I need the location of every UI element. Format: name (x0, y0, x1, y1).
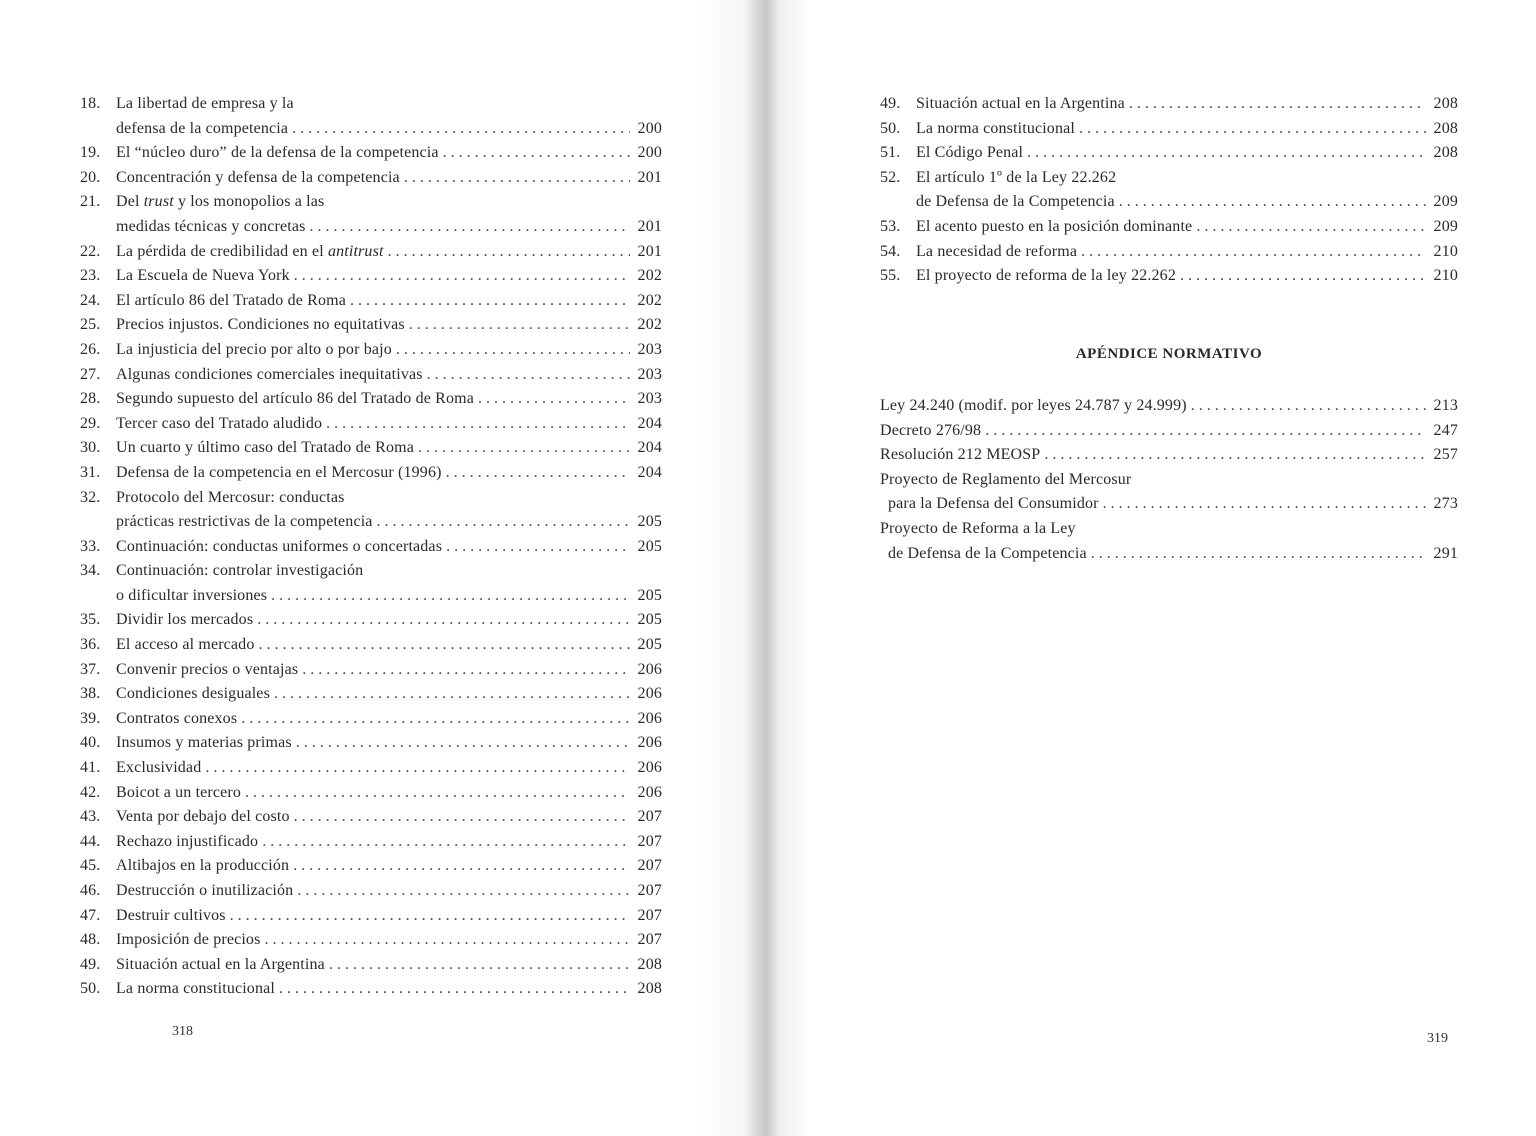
toc-entry-number: 27. (80, 365, 101, 383)
toc-entry (880, 264, 1458, 289)
toc-entry-number: 22. (80, 242, 101, 260)
toc-entry-line (80, 240, 662, 265)
toc-entry-page: 204 (637, 463, 662, 481)
toc-entry-number: 50. (80, 980, 101, 998)
dot-leader (241, 707, 630, 732)
toc-entry-line (880, 419, 1458, 444)
toc-entry-title: Defensa de la competencia en el Mercosur (1996) (116, 463, 442, 481)
toc-entry-page: 203 (637, 365, 662, 383)
toc-entry-page: 200 (637, 119, 662, 137)
toc-entry-page: 208 (1433, 119, 1458, 137)
toc-entry-title: Situación actual en la Argentina (916, 95, 1125, 112)
toc-entry-line (880, 468, 1458, 493)
toc-entry-title: Concentración y defensa de la competencia (116, 168, 400, 186)
toc-entry-title: El acceso al mercado (116, 636, 255, 654)
toc-entry (80, 977, 662, 1002)
toc-entry-title: Destrucción o inutilización (116, 882, 294, 899)
toc-entry (80, 805, 662, 830)
toc-entry-title: Altibajos en la producción (116, 857, 290, 875)
toc-entry (880, 166, 1458, 215)
toc-entry-line (880, 190, 1458, 215)
toc-entry-line (80, 190, 662, 215)
toc-entry-page: 207 (637, 857, 662, 875)
toc-entry-line (80, 510, 662, 535)
dot-leader (302, 658, 630, 683)
toc-entry-line (80, 117, 662, 142)
toc-entry-title: prácticas restrictivas de la competencia (116, 513, 373, 531)
toc-entry-title: La injusticia del precio por alto o por bajo (116, 340, 392, 358)
toc-entry-line (80, 781, 662, 806)
toc-entry-title: La pérdida de credibilidad en el antitrust (116, 242, 384, 260)
toc-entry (80, 387, 662, 412)
toc-entry-line (80, 141, 662, 166)
toc-entry-title: La libertad de empresa y la (116, 95, 294, 112)
dot-leader (446, 461, 630, 486)
toc-entry-number: 48. (80, 931, 101, 949)
toc-entry (80, 190, 662, 239)
toc-entry-title: Segundo supuesto del artículo 86 del Tratado de Roma (116, 390, 474, 408)
toc-entry-title: defensa de la competencia (116, 119, 289, 137)
toc-entry-title: Dividir los mercados (116, 611, 254, 629)
toc-entry-line (80, 289, 662, 314)
toc-entry-line (80, 436, 662, 461)
toc-entry-title: El acento puesto en la posición dominante (916, 217, 1193, 235)
toc-entry-number: 52. (880, 168, 901, 186)
toc-entry (80, 559, 662, 608)
dot-leader (1196, 215, 1426, 240)
toc-entry-title: Destruir cultivos (116, 906, 226, 924)
dot-leader (1081, 240, 1426, 265)
dot-leader (294, 805, 630, 830)
toc-entry-line (80, 805, 662, 830)
toc-entry-title: Continuación: conductas uniformes o concertadas (116, 537, 443, 555)
toc-entry-line (880, 166, 1458, 191)
toc-entry-number: 33. (80, 537, 101, 555)
toc-entry-number: 28. (80, 390, 101, 408)
toc-entry-page: 208 (637, 955, 662, 973)
toc-entry-number: 45. (80, 857, 101, 875)
toc-entry-line (880, 92, 1458, 117)
dot-leader (1180, 264, 1426, 289)
toc-entry-page: 204 (637, 439, 662, 457)
toc-entry (880, 468, 1458, 517)
toc-entry-number: 41. (80, 759, 101, 777)
toc-entry-title: Ley 24.240 (modif. por leyes 24.787 y 24.999) (880, 397, 1187, 414)
toc-entry-line (80, 756, 662, 781)
toc-entry (80, 412, 662, 437)
toc-entry-page: 209 (1433, 217, 1458, 235)
toc-entry-title: Convenir precios o ventajas (116, 660, 299, 678)
toc-entry-number: 44. (80, 832, 101, 850)
toc-entry-number: 49. (80, 955, 101, 973)
toc-entry-title: para la Defensa del Consumidor (888, 495, 1099, 513)
toc-entry-line (80, 879, 662, 904)
toc-entry-number: 42. (80, 783, 101, 801)
dot-leader (329, 953, 630, 978)
toc-entry-line (80, 682, 662, 707)
dot-leader (294, 264, 630, 289)
toc-entry (880, 141, 1458, 166)
toc-entry-line (80, 166, 662, 191)
toc-entry (80, 264, 662, 289)
toc-entry-number: 39. (80, 709, 101, 727)
dot-leader (1079, 117, 1426, 142)
toc-entry (80, 682, 662, 707)
toc-entry-page: 203 (637, 340, 662, 358)
toc-entry-line (880, 215, 1458, 240)
toc-entry-page: 208 (1433, 95, 1458, 112)
toc-entry-page: 201 (637, 168, 662, 186)
toc-entry-number: 37. (80, 660, 101, 678)
toc-entry-number: 46. (80, 882, 101, 899)
toc-entry-page: 201 (637, 217, 662, 235)
toc-entry-line (80, 584, 662, 609)
toc-entry-title: Exclusividad (116, 759, 202, 777)
dot-leader (985, 419, 1426, 444)
toc-entry-line (880, 240, 1458, 265)
toc-entry (80, 289, 662, 314)
toc-entry-page: 200 (637, 144, 662, 162)
dot-leader (262, 830, 630, 855)
toc-entry-page: 291 (1433, 544, 1458, 562)
toc-entry-title: Decreto 276/98 (880, 421, 982, 439)
toc-entry (880, 443, 1458, 468)
toc-entry-title: Resolución 212 MEOSP (880, 446, 1041, 464)
page-number-right: 319 (1427, 1031, 1448, 1046)
toc-entry-number: 26. (80, 340, 101, 358)
toc-entry (80, 756, 662, 781)
toc-entry-page: 207 (637, 931, 662, 949)
toc-entry-line (80, 731, 662, 756)
toc-entry (880, 517, 1458, 566)
toc-entry-title: Precios injustos. Condiciones no equitativas (116, 316, 405, 334)
toc-entry-page: 205 (637, 586, 662, 604)
dot-leader (388, 240, 630, 265)
dot-leader (205, 756, 630, 781)
book-gutter-shadow (700, 0, 810, 1136)
toc-entry-page: 203 (637, 390, 662, 408)
toc-entry (80, 461, 662, 486)
dot-leader (296, 731, 630, 756)
toc-entry-line (880, 141, 1458, 166)
toc-entry-title: Proyecto de Reforma a la Ley (880, 519, 1076, 537)
toc-entry (880, 394, 1458, 419)
toc-entry-title: Boicot a un tercero (116, 783, 242, 801)
toc-entry (80, 953, 662, 978)
toc-entry-page: 207 (637, 808, 662, 826)
dot-leader (404, 166, 630, 191)
toc-entry-number: 24. (80, 291, 101, 309)
toc-entry-page: 206 (637, 734, 662, 752)
dot-leader (1044, 443, 1426, 468)
toc-entry-number: 55. (880, 267, 901, 285)
toc-entry (880, 117, 1458, 142)
toc-entry-title: de Defensa de la Competencia (888, 544, 1087, 562)
toc-entry-number: 19. (80, 144, 101, 162)
dot-leader (1027, 141, 1426, 166)
toc-entry-page: 206 (637, 685, 662, 703)
toc-entry-title: El “núcleo duro” de la defensa de la competencia (116, 144, 439, 162)
toc-entry-title: Situación actual en la Argentina (116, 955, 325, 973)
toc-entry-line (880, 542, 1458, 567)
toc-entry-line (80, 953, 662, 978)
toc-entry-line (80, 412, 662, 437)
toc-entry-number: 40. (80, 734, 101, 752)
toc-entry-line (80, 264, 662, 289)
toc-entry-title: de Defensa de la Competencia (916, 193, 1115, 211)
toc-entry-number: 43. (80, 808, 101, 826)
toc-entry-line (80, 559, 662, 584)
toc-entry-line (880, 492, 1458, 517)
toc-entry-page: 247 (1433, 421, 1458, 439)
dot-leader (1119, 190, 1426, 215)
dot-leader (396, 338, 630, 363)
toc-entry (880, 419, 1458, 444)
toc-entry-line (80, 854, 662, 879)
dot-leader (478, 387, 630, 412)
toc-entry-line (80, 707, 662, 732)
toc-entry-title: o dificultar inversiones (116, 586, 268, 604)
toc-entry-title: Continuación: controlar investigación (116, 562, 364, 580)
dot-leader (1129, 92, 1426, 117)
toc-entry (80, 879, 662, 904)
dot-leader (377, 510, 630, 535)
toc-entry (80, 166, 662, 191)
toc-entry-title: Contratos conexos (116, 709, 238, 727)
toc-entry-line (880, 264, 1458, 289)
toc-entry-page: 202 (637, 316, 662, 334)
dot-leader (292, 117, 630, 142)
toc-entry-number: 47. (80, 906, 101, 924)
toc-entry (80, 608, 662, 633)
toc-entry-number: 38. (80, 685, 101, 703)
toc-entry (880, 240, 1458, 265)
toc-entry-title: Un cuarto y último caso del Tratado de Roma (116, 439, 414, 457)
dot-leader (409, 313, 630, 338)
toc-entry-number: 51. (880, 144, 901, 162)
toc-entry (80, 658, 662, 683)
toc-entry-number: 25. (80, 316, 101, 334)
toc-entry (80, 928, 662, 953)
toc-entry-line (880, 117, 1458, 142)
toc-entry-page: 206 (637, 759, 662, 777)
toc-entry-number: 34. (80, 562, 101, 580)
toc-entry (80, 436, 662, 461)
dot-leader (230, 904, 630, 929)
toc-entry (80, 633, 662, 658)
toc-entry-page: 202 (637, 267, 662, 285)
dot-leader (257, 608, 630, 633)
toc-entry-number: 29. (80, 414, 101, 432)
toc-entry-number: 23. (80, 267, 101, 285)
toc-entry-page: 206 (637, 660, 662, 678)
toc-entry-number: 50. (880, 119, 901, 137)
right-table-of-contents (880, 92, 1458, 289)
toc-entry-title: Proyecto de Reglamento del Mercosur (880, 470, 1132, 488)
toc-entry-page: 205 (637, 537, 662, 555)
toc-entry-page: 207 (637, 906, 662, 924)
italic-term: antitrust (327, 242, 384, 260)
appendix-list (880, 394, 1458, 566)
toc-entry (80, 486, 662, 535)
toc-entry (80, 141, 662, 166)
dot-leader (258, 633, 630, 658)
toc-entry-title: Tercer caso del Tratado aludido (116, 414, 323, 432)
toc-entry-line (80, 486, 662, 511)
toc-entry-title: La necesidad de reforma (916, 242, 1078, 260)
dot-leader (443, 141, 630, 166)
toc-entry-title: Venta por debajo del costo (116, 808, 290, 826)
toc-entry-number: 54. (880, 242, 901, 260)
toc-entry-number: 31. (80, 463, 101, 481)
toc-entry-line (880, 394, 1458, 419)
toc-entry-page: 207 (637, 832, 662, 850)
toc-entry-title: El artículo 86 del Tratado de Roma (116, 291, 346, 309)
dot-leader (1191, 394, 1426, 419)
toc-entry (80, 904, 662, 929)
toc-entry-line (80, 215, 662, 240)
left-table-of-contents (80, 92, 662, 1002)
toc-entry (80, 830, 662, 855)
toc-entry-number: 18. (80, 95, 101, 112)
toc-entry-title: Algunas condiciones comerciales inequitativas (116, 365, 423, 383)
toc-entry-page: 208 (637, 980, 662, 998)
toc-entry-line (80, 92, 662, 117)
toc-entry-line (80, 977, 662, 1002)
toc-entry-line (80, 363, 662, 388)
toc-entry (80, 313, 662, 338)
toc-entry-number: 53. (880, 217, 901, 235)
toc-entry-title: El Código Penal (916, 144, 1024, 162)
toc-entry-line (880, 443, 1458, 468)
toc-entry (80, 781, 662, 806)
toc-entry-page: 202 (637, 291, 662, 309)
toc-entry-page: 209 (1433, 193, 1458, 211)
toc-entry-line (80, 928, 662, 953)
dot-leader (446, 535, 630, 560)
toc-entry-line (80, 387, 662, 412)
toc-entry-number: 20. (80, 168, 101, 186)
dot-leader (427, 363, 630, 388)
dot-leader (326, 412, 630, 437)
toc-entry-title: Insumos y materias primas (116, 734, 292, 752)
dot-leader (350, 289, 630, 314)
toc-entry-title: La norma constitucional (116, 980, 275, 998)
toc-entry-line (80, 461, 662, 486)
toc-entry-number: 32. (80, 488, 101, 506)
toc-entry-page: 273 (1433, 495, 1458, 513)
toc-entry-line (80, 633, 662, 658)
italic-term: trust (143, 193, 174, 211)
dot-leader (1103, 492, 1426, 517)
appendix-heading: APÉNDICE NORMATIVO (1075, 346, 1263, 362)
toc-entry-line (80, 608, 662, 633)
dot-leader (418, 436, 630, 461)
toc-entry-page: 210 (1433, 242, 1458, 260)
toc-entry-page: 201 (637, 242, 662, 260)
toc-entry (80, 92, 662, 141)
toc-entry-title: Condiciones desiguales (116, 685, 270, 703)
toc-entry (80, 731, 662, 756)
dot-leader (293, 854, 630, 879)
toc-entry (80, 363, 662, 388)
toc-entry-page: 207 (637, 882, 662, 899)
toc-entry-title: El artículo 1º de la Ley 22.262 (916, 168, 1117, 186)
toc-entry-title: Del trust y los monopolios a las (116, 193, 325, 211)
dot-leader (1091, 542, 1426, 567)
toc-entry-line (880, 517, 1458, 542)
toc-entry (80, 707, 662, 732)
toc-entry-line (80, 658, 662, 683)
toc-entry-page: 205 (637, 636, 662, 654)
toc-entry-number: 49. (880, 95, 901, 112)
toc-entry (80, 854, 662, 879)
toc-entry-line (80, 904, 662, 929)
toc-entry (880, 215, 1458, 240)
toc-entry-page: 206 (637, 709, 662, 727)
toc-entry-page: 204 (637, 414, 662, 432)
toc-entry (80, 338, 662, 363)
toc-entry-line (80, 313, 662, 338)
dot-leader (309, 215, 630, 240)
toc-entry-page: 213 (1433, 397, 1458, 414)
toc-entry-page: 210 (1433, 267, 1458, 285)
toc-entry (80, 535, 662, 560)
toc-entry-page: 257 (1433, 446, 1458, 464)
dot-leader (274, 682, 630, 707)
toc-entry-title: La Escuela de Nueva York (116, 267, 290, 285)
toc-entry-title: medidas técnicas y concretas (116, 217, 306, 235)
toc-entry-number: 30. (80, 439, 101, 457)
toc-entry-number: 35. (80, 611, 101, 629)
toc-entry-title: Protocolo del Mercosur: conductas (116, 488, 345, 506)
dot-leader (297, 879, 630, 904)
toc-entry-line (80, 535, 662, 560)
toc-entry-line (80, 338, 662, 363)
toc-entry-title: Rechazo injustificado (116, 832, 259, 850)
toc-entry-title: La norma constitucional (916, 119, 1075, 137)
toc-entry-page: 205 (637, 611, 662, 629)
toc-entry-line (80, 830, 662, 855)
toc-entry (880, 92, 1458, 117)
toc-entry-page: 208 (1433, 144, 1458, 162)
toc-entry-number: 36. (80, 636, 101, 654)
toc-entry-title: Imposición de precios (116, 931, 261, 949)
dot-leader (279, 977, 630, 1002)
toc-entry-title: El proyecto de reforma de la ley 22.262 (916, 267, 1176, 285)
toc-entry (80, 240, 662, 265)
toc-entry-page: 205 (637, 513, 662, 531)
toc-entry-number: 21. (80, 193, 101, 211)
dot-leader (271, 584, 630, 609)
dot-leader (245, 781, 630, 806)
dot-leader (264, 928, 630, 953)
page-number-left: 318 (172, 1024, 193, 1039)
toc-entry-page: 206 (637, 783, 662, 801)
